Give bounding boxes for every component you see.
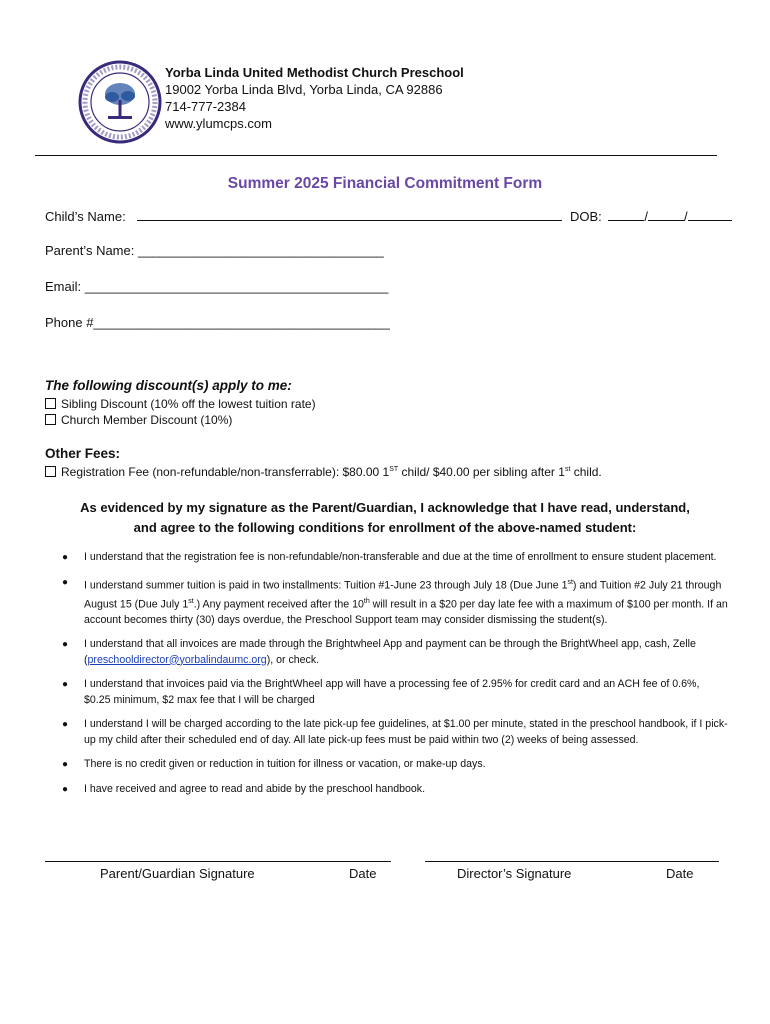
bullet-icon: ● — [62, 576, 69, 588]
registration-fee-text: Registration Fee (non-refundable/non-transferrable): $80.00 1ST child/ $40.00 per sibling after 1st child. — [61, 465, 602, 479]
dob-separator: / — [683, 209, 688, 224]
bullet-icon: ● — [62, 679, 69, 691]
child-name-field[interactable] — [45, 207, 732, 224]
list-item: ● I understand that the registration fee is non-refundable/non-transferable and due at the time of enrollment to ensure student placement. — [60, 550, 728, 566]
checkbox[interactable] — [45, 398, 56, 409]
org-phone: 714-777-2384 — [165, 99, 246, 114]
director-date-label: Date — [666, 866, 694, 881]
dob-day-line[interactable] — [648, 207, 684, 221]
org-name: Yorba Linda United Methodist Church Preschool — [165, 65, 464, 80]
bullet-icon: ● — [62, 719, 69, 731]
email-field[interactable]: Email: __________________________________________ — [45, 279, 389, 294]
org-address: 19002 Yorba Linda Blvd, Yorba Linda, CA 92886 — [165, 82, 443, 97]
checkbox-label: Sibling Discount (10% off the lowest tuition rate) — [61, 397, 316, 411]
bullet-icon: ● — [62, 639, 69, 651]
preschool-header — [165, 64, 464, 132]
form-title: Summer 2025 Financial Commitment Form — [227, 175, 543, 192]
list-item: ● I understand that all invoices are made through the Brightwheel App and payment can be through the BrightWheel app, cash, Zelle (preschooldirector@yorbalindaumc.org), or check. — [62, 638, 696, 666]
list-item: ● I understand that invoices paid via the BrightWheel app will have a processing fee of 2.95% for credit card and an ACH fee of 0.6%, $0.25 minimum, $2 max fee that I will be charged — [62, 678, 700, 706]
director-signature-label: Director’s Signature — [457, 866, 572, 881]
director-email-link[interactable]: preschooldirector@yorbalindaumc.org — [87, 653, 267, 666]
dob-month-line[interactable] — [608, 207, 644, 221]
acknowledgement-statement — [0, 498, 770, 538]
dob-year-line[interactable] — [688, 207, 732, 221]
org-website: www.ylumcps.com — [165, 116, 272, 131]
acknowledgement-line: and agree to the following conditions for enrollment of the above-named student: — [133, 520, 637, 535]
checkbox-label: Church Member Discount (10%) — [61, 413, 233, 427]
bullet-icon: ● — [62, 552, 69, 563]
acknowledgement-line: As evidenced by my signature as the Parent/Guardian, I acknowledge that I have read, understand, — [80, 500, 690, 515]
church-preschool-seal-icon — [78, 60, 162, 144]
child-name-line[interactable] — [137, 207, 562, 221]
list-item: ● I have received and agree to read and abide by the preschool handbook. — [60, 782, 728, 798]
phone-field[interactable]: Phone #_________________________________________ — [45, 315, 390, 330]
registration-fee-option[interactable] — [45, 465, 602, 479]
checkbox[interactable] — [45, 466, 56, 477]
discounts-heading: The following discount(s) apply to me: — [45, 378, 292, 393]
checkbox[interactable] — [45, 414, 56, 425]
parent-signature-label: Parent/Guardian Signature — [100, 866, 255, 881]
bullet-icon: ● — [62, 783, 69, 795]
church-member-discount-option[interactable] — [45, 413, 232, 427]
list-item: ● I understand summer tuition is paid in two installments: Tuition #1-June 23 through July 18 (Due June 1st) and Tuition #2 July 21 through August 15 (Due July 1st.) Any payment received after the 10th will result in a $20 per day late fee with a maximum of $100 per month. If an account becomes thirty (30) days overdue, the Preschool Support team may consider dismissing the student(s). — [62, 576, 728, 626]
parent-signature-line[interactable] — [45, 861, 391, 862]
child-name-label: Child’s Name: — [45, 209, 126, 224]
terms-list — [60, 550, 728, 806]
list-item: ● I understand I will be charged according to the late pick-up fee guidelines, at $1.00 per minute, stated in the preschool handbook, if I pick-up my child after their scheduled end of day. All late pick-up fees must be paid within two (2) weeks of being assessed. — [62, 718, 728, 746]
sibling-discount-option[interactable] — [45, 397, 316, 411]
dob-label: DOB: — [569, 209, 602, 224]
other-fees-heading: Other Fees: — [45, 446, 121, 461]
list-item: ● There is no credit given or reduction in tuition for illness or vacation, or make-up days. — [60, 757, 728, 773]
director-signature-line[interactable] — [425, 861, 719, 862]
dob-separator: / — [644, 209, 648, 224]
parent-name-field[interactable]: Parent’s Name: __________________________________ — [45, 243, 384, 258]
header-divider — [35, 155, 717, 156]
bullet-icon: ● — [62, 759, 69, 771]
parent-date-label: Date — [349, 866, 377, 881]
